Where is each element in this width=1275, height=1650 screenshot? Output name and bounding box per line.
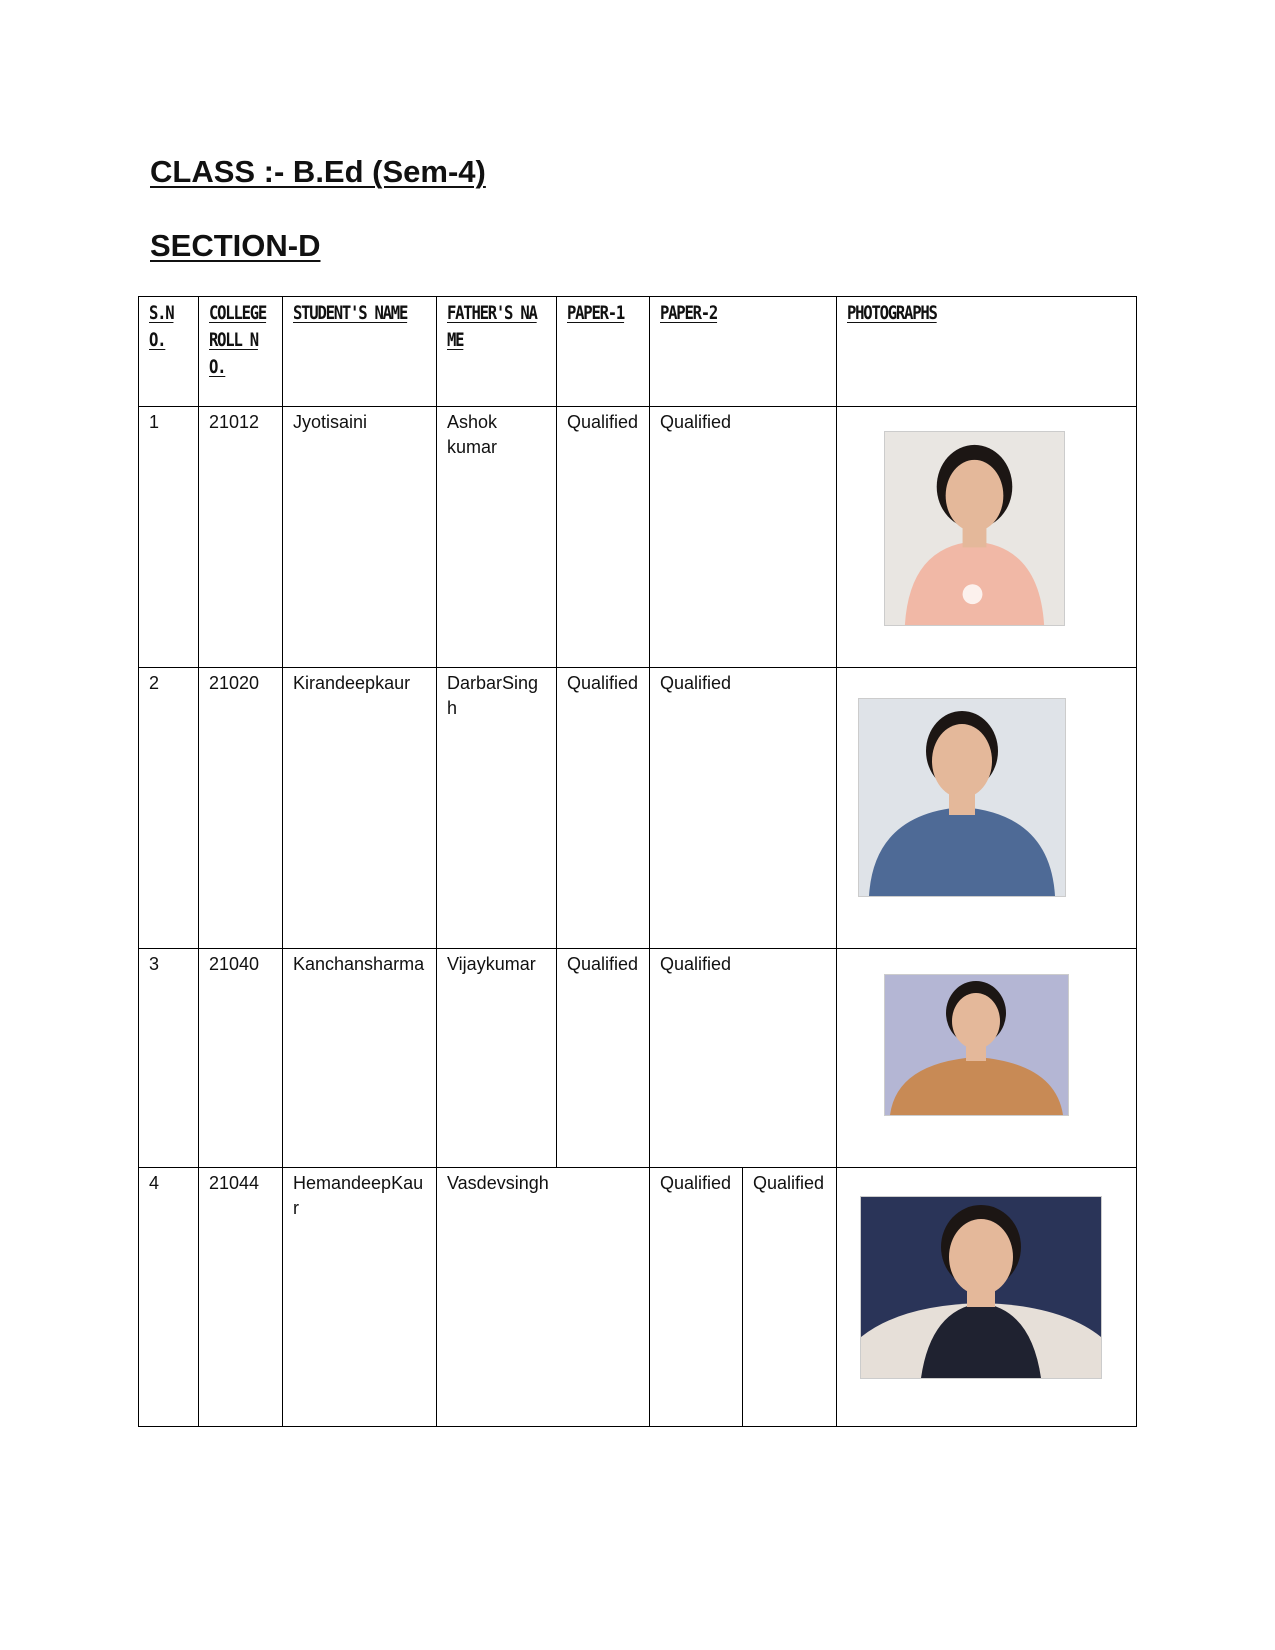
header-student-name: STUDENT'S NAME (282, 296, 437, 407)
row4-sno: 4 (138, 1167, 199, 1427)
row3-roll: 21040 (198, 948, 283, 1168)
header-sno: S.NO. (138, 296, 199, 407)
header-paper1: PAPER-1 (556, 296, 650, 407)
row1-paper1: Qualified (556, 406, 650, 668)
student-photo-4 (860, 1196, 1102, 1379)
row2-father: DarbarSingh (436, 667, 557, 949)
row2-sno: 2 (138, 667, 199, 949)
row4-father: Vasdevsingh (436, 1167, 650, 1427)
row3-father: Vijaykumar (436, 948, 557, 1168)
row1-roll: 21012 (198, 406, 283, 668)
row2-paper2: Qualified (649, 667, 837, 949)
row4-paper2: Qualified (742, 1167, 837, 1427)
header-father-name: FATHER'S NAME (436, 296, 557, 407)
row1-father: Ashok kumar (436, 406, 557, 668)
section-title: SECTION-D (150, 228, 321, 263)
row3-paper2: Qualified (649, 948, 837, 1168)
row3-student: Kanchansharma (282, 948, 437, 1168)
row1-paper2: Qualified (649, 406, 837, 668)
row2-paper1: Qualified (556, 667, 650, 949)
row1-student: Jyotisaini (282, 406, 437, 668)
row4-student: HemandeepKaur (282, 1167, 437, 1427)
header-photographs: PHOTOGRAPHS (836, 296, 1137, 407)
row1-sno: 1 (138, 406, 199, 668)
row2-roll: 21020 (198, 667, 283, 949)
class-title: CLASS :- B.Ed (Sem-4) (150, 154, 486, 189)
row3-paper1: Qualified (556, 948, 650, 1168)
row3-sno: 3 (138, 948, 199, 1168)
row2-student: Kirandeepkaur (282, 667, 437, 949)
student-photo-3 (884, 974, 1069, 1116)
student-photo-1 (884, 431, 1065, 626)
student-photo-2 (858, 698, 1066, 897)
header-paper2: PAPER-2 (649, 296, 837, 407)
header-roll: COLLEGE ROLL NO. (198, 296, 283, 407)
row4-roll: 21044 (198, 1167, 283, 1427)
row4-paper1: Qualified (649, 1167, 743, 1427)
